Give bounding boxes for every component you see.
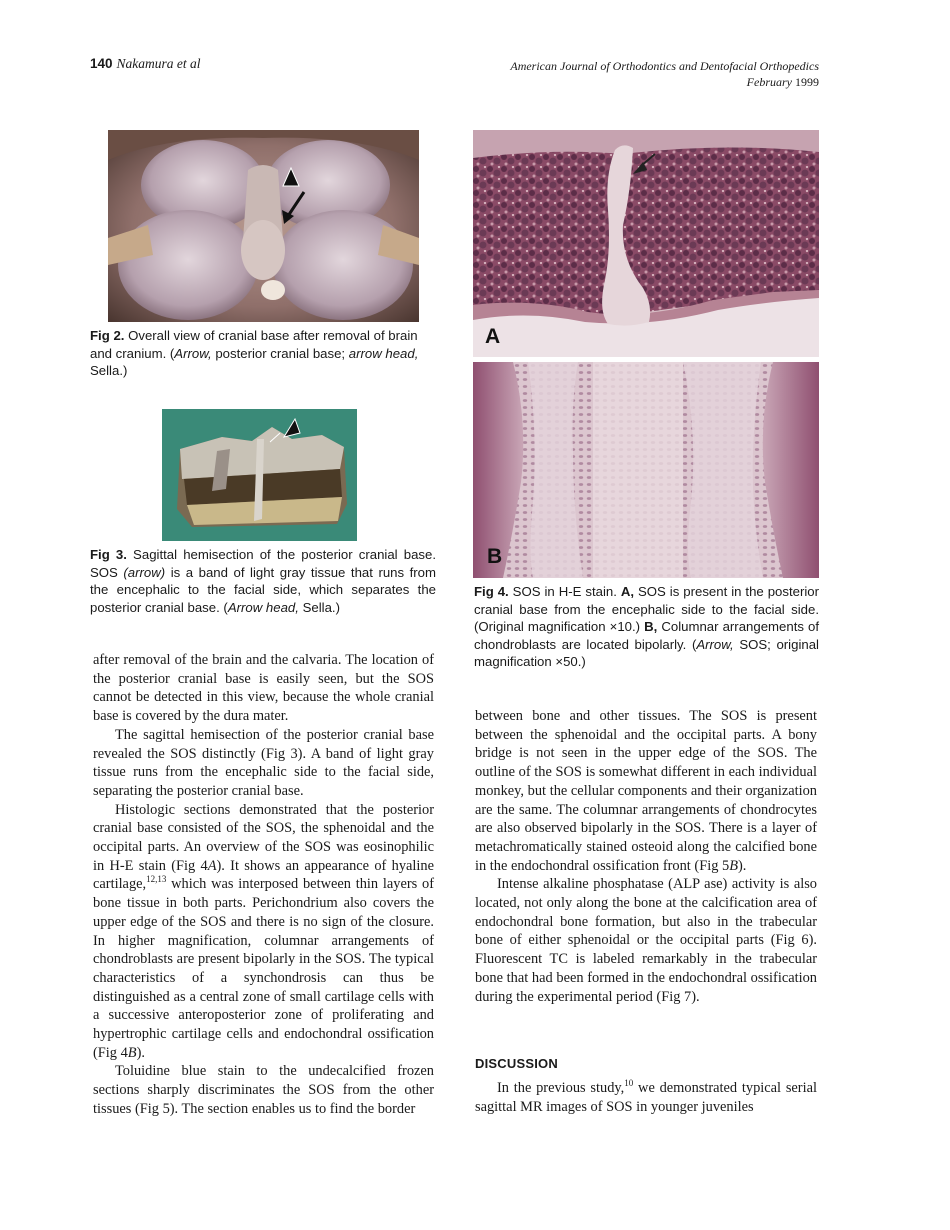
fig3-hemisection-photo — [162, 409, 357, 541]
right-column-text — [475, 707, 817, 1006]
left-column-text — [93, 651, 434, 1119]
citation: 10 — [624, 1078, 634, 1088]
running-header-left — [90, 56, 201, 72]
issue-month: February — [746, 75, 792, 89]
journal-title: American Journal of Orthodontics and Dentofacial Orthopedics — [510, 59, 819, 73]
issue-year: 1999 — [795, 75, 819, 89]
discussion-text — [475, 1079, 817, 1116]
paragraph: The sagittal hemisection of the posterior cranial base revealed the SOS distinctly (Fig 3). A band of light gray tissue runs from the encephalic side to the facial side, separating the posterior cranial base. — [93, 726, 434, 799]
fig2-label: Fig 2. — [90, 328, 125, 343]
paragraph: between bone and other tissues. The SOS is present between the sphenoidal and the occipital parts. A bony bridge is not seen in the upper edge of the SOS. The outline of the SOS is somewhat different in each individual monkey, but the cellular components and their organization are the same. The columnar arrangements of chondrocytes are also observed bipolarly in the SOS. There is a layer of metachromatically stained osteoid along the calcified bone in the endochondral ossification front (Fig 5B). — [475, 708, 817, 874]
fig3-caption: Fig 3. Sagittal hemisection of the posterior cranial base. SOS (arrow) is a band of light gray tissue that runs from the encephalic to the facial side, which separates the posterior cranial base. (Arrow head, Sella.) — [90, 547, 437, 615]
fig4-panel-a-label: A — [485, 325, 501, 348]
paragraph: Toluidine blue stain to the undecalcified frozen sections sharply discriminates the SOS from the other tissues (Fig 5). The section enables us to find the border — [93, 1063, 434, 1117]
citation: 12,13 — [146, 874, 167, 885]
paragraph: after removal of the brain and the calvaria. The location of the posterior cranial base is easily seen, but the SOS cannot be detected in this view, because the whole cranial base is covered by the dura mater. — [93, 652, 434, 725]
section-heading-discussion: DISCUSSION — [475, 1056, 558, 1071]
fig4-panel-b-label: B — [487, 545, 503, 568]
fig4a-histology-image — [473, 130, 819, 357]
paragraph: Histologic sections demonstrated that the posterior cranial base consisted of the SOS, the sphenoidal and the occipital parts. An overview of the SOS was eosinophilic in H-E stain (Fig 4A). It shows an appearance of hyaline cartilage,$^{12,13}$ which was interposed between thin layers of bone tissue in both parts. Perichondrium also covers the upper edge of the SOS and there is no sign of the closure. In higher magnification, columnar arrangements of chondroblasts are present bipolarly in the SOS. The typical characteristics of a synchondrosis can thus be distinguished as a central zone of small cartilage cells with a successive anteroposterior zone of proliferating and hypertrophic cartilage cells and endochondral ossification (Fig 4B). — [93, 801, 434, 1061]
paragraph: In the previous study,$^{10}$ we demonstrated typical serial sagittal MR images of SOS in younger juveniles — [475, 1078, 817, 1115]
running-author: Nakamura et al — [116, 56, 201, 71]
fig3-label: Fig 3. — [90, 547, 127, 562]
fig2-cranial-base-photo — [108, 130, 419, 322]
fig2-caption: Fig 2. Overall view of cranial base after removal of brain and cranium. (Arrow, posterior cranial base; arrow head, Sella.) — [90, 328, 419, 378]
fig4-caption: Fig 4. SOS in H-E stain. A, SOS is present in the posterior cranial base from the encephalic side to the facial side. (Original magnification ×10.) B, Columnar arrangements of chondroblasts are located bipolarly. (Arrow, SOS; original magnification ×50.) — [474, 584, 820, 669]
page-number: 140 — [90, 56, 113, 71]
running-header-right — [399, 58, 819, 90]
fig4b-histology-image — [473, 362, 819, 578]
fig4-label: Fig 4. — [474, 584, 509, 599]
paragraph: Intense alkaline phosphatase (ALP ase) activity is also located, not only along the bone at the calcification area of endochondral bone formation, but also in the trabecular bone of either sphenoidal or the occipital parts (Fig 6). Fluorescent TC is labeled remarkably in the trabecular bone that had been formed in the endochondral ossification during the experimental period (Fig 7). — [475, 876, 817, 1005]
